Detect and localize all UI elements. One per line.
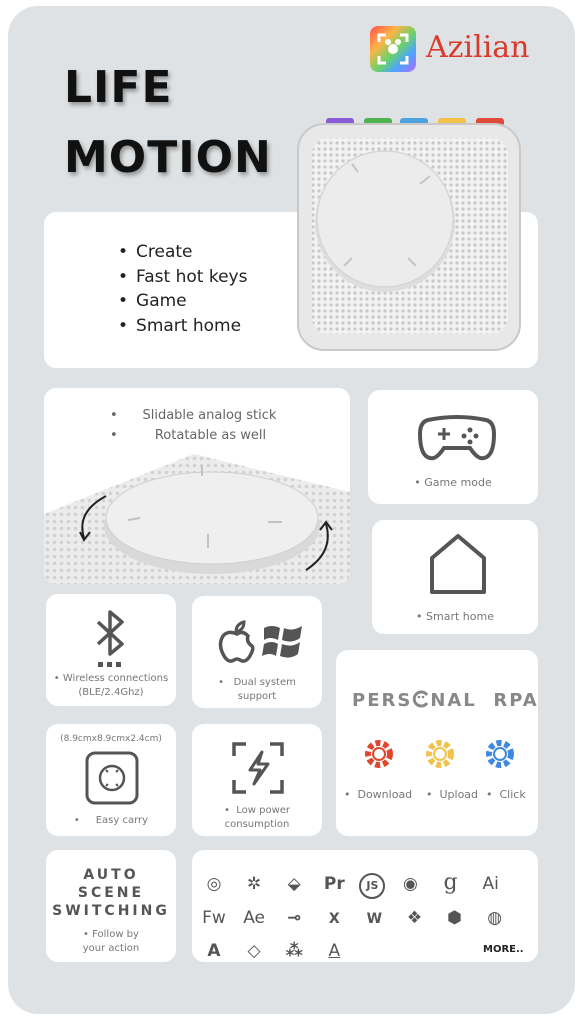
flash-icon bbox=[232, 742, 284, 794]
game-mode-label: • Game mode bbox=[414, 476, 492, 489]
headline-line2: MOTION bbox=[64, 132, 272, 183]
apple-icon bbox=[218, 620, 256, 664]
dual-system-label: • Dual system support bbox=[218, 677, 296, 702]
excel-icon[interactable]: X bbox=[328, 911, 340, 927]
upload-gear-icon[interactable] bbox=[422, 736, 458, 776]
smart-home-card bbox=[372, 520, 538, 634]
windows-icon bbox=[262, 622, 304, 662]
device-image bbox=[292, 116, 524, 354]
more-link[interactable]: MORE.. bbox=[483, 944, 524, 955]
download-gear-icon[interactable] bbox=[361, 736, 397, 776]
word-icon[interactable]: W bbox=[366, 911, 383, 927]
home-icon bbox=[428, 532, 488, 596]
rpa-click-label: • Click bbox=[486, 788, 526, 801]
easy-carry-card bbox=[46, 724, 176, 836]
app-icons bbox=[196, 870, 534, 970]
fireworks-icon[interactable]: Fw bbox=[202, 908, 226, 928]
sketchup-icon[interactable]: ⬙ bbox=[287, 874, 301, 894]
auto-scene-title: AUTO SCENE SWITCHING bbox=[52, 867, 170, 919]
blender-icon[interactable]: ◉ bbox=[403, 874, 418, 894]
azilian-logo-icon bbox=[370, 26, 416, 72]
feature-item: • Smart home bbox=[118, 314, 247, 339]
steam-icon[interactable]: ⊸ bbox=[287, 908, 302, 928]
sketch-icon[interactable]: ◇ bbox=[247, 941, 261, 961]
headline-line1: LIFE bbox=[64, 62, 173, 113]
rpa-upload-label: • Upload bbox=[426, 788, 479, 801]
illustrator-icon[interactable]: Ai bbox=[482, 874, 499, 894]
smart-home-label: • Smart home bbox=[416, 610, 494, 623]
rpa-download-label: • Download bbox=[344, 788, 413, 801]
aftereffects-icon[interactable]: Ae bbox=[243, 908, 265, 928]
chrome-icon[interactable]: ◍ bbox=[487, 908, 503, 928]
bluetooth-icon bbox=[92, 608, 128, 672]
click-gear-icon[interactable] bbox=[482, 736, 518, 776]
smile-icon bbox=[412, 690, 430, 708]
easy-carry-label: • Easy carry bbox=[73, 815, 149, 826]
brand-name: Azilian bbox=[426, 30, 530, 65]
stick-line1: • Slidable analog stick bbox=[110, 408, 277, 423]
rpa-title: PERS NAL RPA bbox=[352, 690, 539, 711]
device-outline-icon bbox=[84, 750, 140, 806]
wireless-card bbox=[46, 594, 176, 706]
aperture-icon[interactable]: ◎ bbox=[206, 874, 222, 894]
gamepad-icon bbox=[418, 412, 496, 462]
premiere-icon[interactable]: Pr bbox=[323, 874, 345, 894]
font-icon[interactable]: A bbox=[328, 941, 341, 961]
feature-item: • Fast hot keys bbox=[118, 265, 247, 290]
feature-item: • Game bbox=[118, 289, 247, 314]
nodejs-icon[interactable]: JS bbox=[359, 873, 385, 899]
autodesk-icon[interactable]: A bbox=[207, 941, 221, 961]
low-power-card bbox=[192, 724, 322, 836]
figma-icon[interactable]: ⁂ bbox=[285, 941, 303, 961]
dropbox-icon[interactable]: ❖ bbox=[406, 908, 423, 928]
carry-size: (8.9cmx8.9cmx2.4cm) bbox=[60, 734, 162, 744]
google-icon[interactable]: g bbox=[443, 870, 458, 895]
feature-item: • Create bbox=[118, 240, 247, 265]
auto-scene-sub: • Follow by your action bbox=[82, 929, 140, 954]
dual-system-card bbox=[192, 596, 322, 708]
maya-icon[interactable]: ✲ bbox=[246, 874, 262, 894]
low-power-label: • Low power consumption bbox=[223, 805, 291, 830]
stick-text bbox=[110, 406, 310, 446]
game-mode-card bbox=[368, 390, 538, 504]
codesandbox-icon[interactable]: ⬢ bbox=[447, 908, 462, 928]
stick-line2: • Rotatable as well bbox=[110, 428, 267, 443]
wireless-label: • Wireless connections (BLE/2.4Ghz) bbox=[53, 673, 169, 698]
feature-list bbox=[118, 240, 247, 338]
